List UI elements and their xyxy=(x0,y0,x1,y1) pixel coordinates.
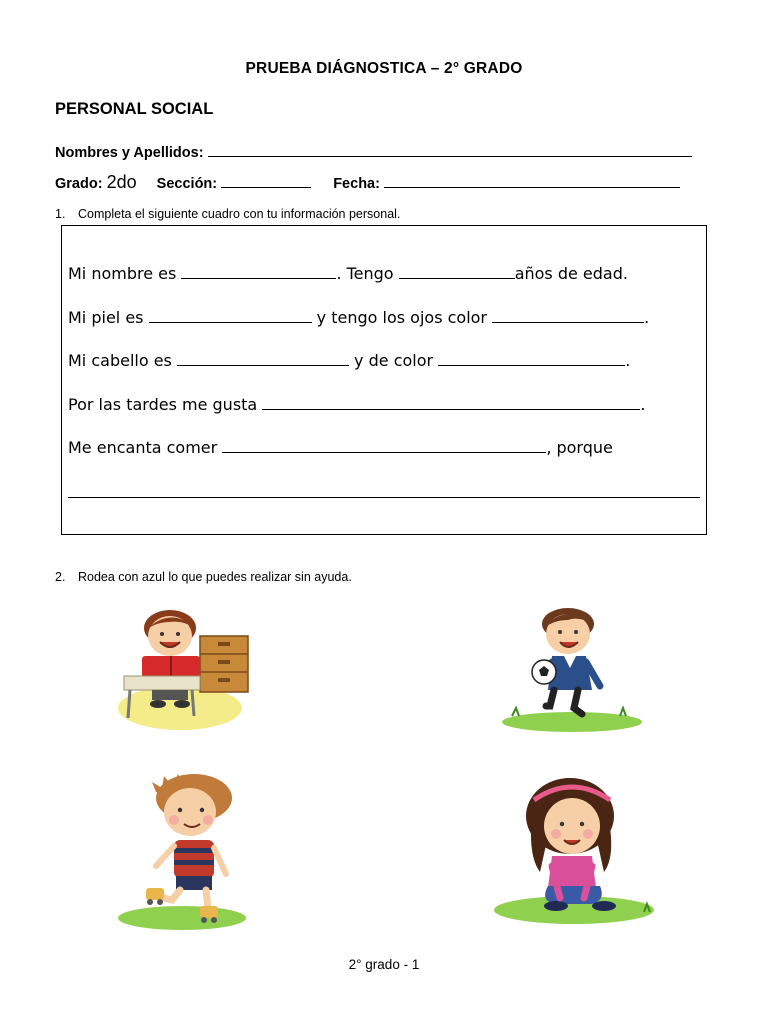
section-label: Sección: xyxy=(156,176,218,192)
reason-blank[interactable] xyxy=(68,497,700,498)
line-4-text-a: Por las tardes me gusta xyxy=(68,395,263,414)
line-3-text-b: y de color xyxy=(348,351,439,370)
names-label: Nombres y Apellidos: xyxy=(55,145,204,161)
question-2-text: Rodea con azul lo que puedes realizar sin ayuda. xyxy=(78,570,352,584)
line-3-text-c: . xyxy=(625,351,631,370)
line-4-text-b: . xyxy=(640,395,646,414)
line-food xyxy=(68,437,613,457)
line-5-text-a: Me encanta comer xyxy=(68,438,223,457)
line-name-age xyxy=(68,263,628,283)
food-blank[interactable] xyxy=(222,437,546,453)
section-blank[interactable] xyxy=(221,173,311,188)
date-blank[interactable] xyxy=(384,173,680,188)
grade-value: 2do xyxy=(106,172,137,192)
line-skin-eyes xyxy=(68,307,649,327)
line-1-text-c: años de edad. xyxy=(514,264,628,283)
line-3-text-a: Mi cabello es xyxy=(68,351,177,370)
eyes-blank[interactable] xyxy=(492,307,644,323)
page-title: PRUEBA DIÁGNOSTICA – 2° GRADO xyxy=(245,60,523,77)
names-row xyxy=(55,142,692,161)
line-2-text-b: y tengo los ojos color xyxy=(311,308,493,327)
girl-tying-shoes-illustration[interactable] xyxy=(492,776,662,926)
line-2-text-c: . xyxy=(644,308,650,327)
grade-row xyxy=(55,172,680,193)
hair-color-blank[interactable] xyxy=(438,350,625,366)
line-2-text-a: Mi piel es xyxy=(68,308,149,327)
skin-blank[interactable] xyxy=(149,307,312,323)
boy-skating-illustration[interactable] xyxy=(116,770,252,932)
hair-blank[interactable] xyxy=(177,350,349,366)
personal-info-box xyxy=(61,225,707,535)
grade-label: Grado: xyxy=(55,176,103,192)
line-afternoons xyxy=(68,394,645,414)
name-blank[interactable] xyxy=(181,263,336,279)
page-footer: 2° grado - 1 xyxy=(348,957,420,972)
age-blank[interactable] xyxy=(399,263,515,279)
names-blank[interactable] xyxy=(208,142,692,157)
boy-soccer-illustration[interactable] xyxy=(498,602,646,736)
line-hair xyxy=(68,350,630,370)
question-1-number: 1. xyxy=(55,207,66,221)
line-1-text-b: . Tengo xyxy=(336,264,399,283)
question-1 xyxy=(55,207,400,221)
subject-heading: PERSONAL SOCIAL xyxy=(55,100,214,118)
question-2 xyxy=(55,570,352,584)
line-1-text-a: Mi nombre es xyxy=(68,264,182,283)
date-label: Fecha: xyxy=(333,176,380,192)
boy-reading-illustration[interactable] xyxy=(112,598,252,736)
line-5-text-b: , porque xyxy=(546,438,613,457)
afternoons-blank[interactable] xyxy=(262,394,640,410)
question-1-text: Completa el siguiente cuadro con tu información personal. xyxy=(78,207,401,221)
question-2-number: 2. xyxy=(55,570,66,584)
